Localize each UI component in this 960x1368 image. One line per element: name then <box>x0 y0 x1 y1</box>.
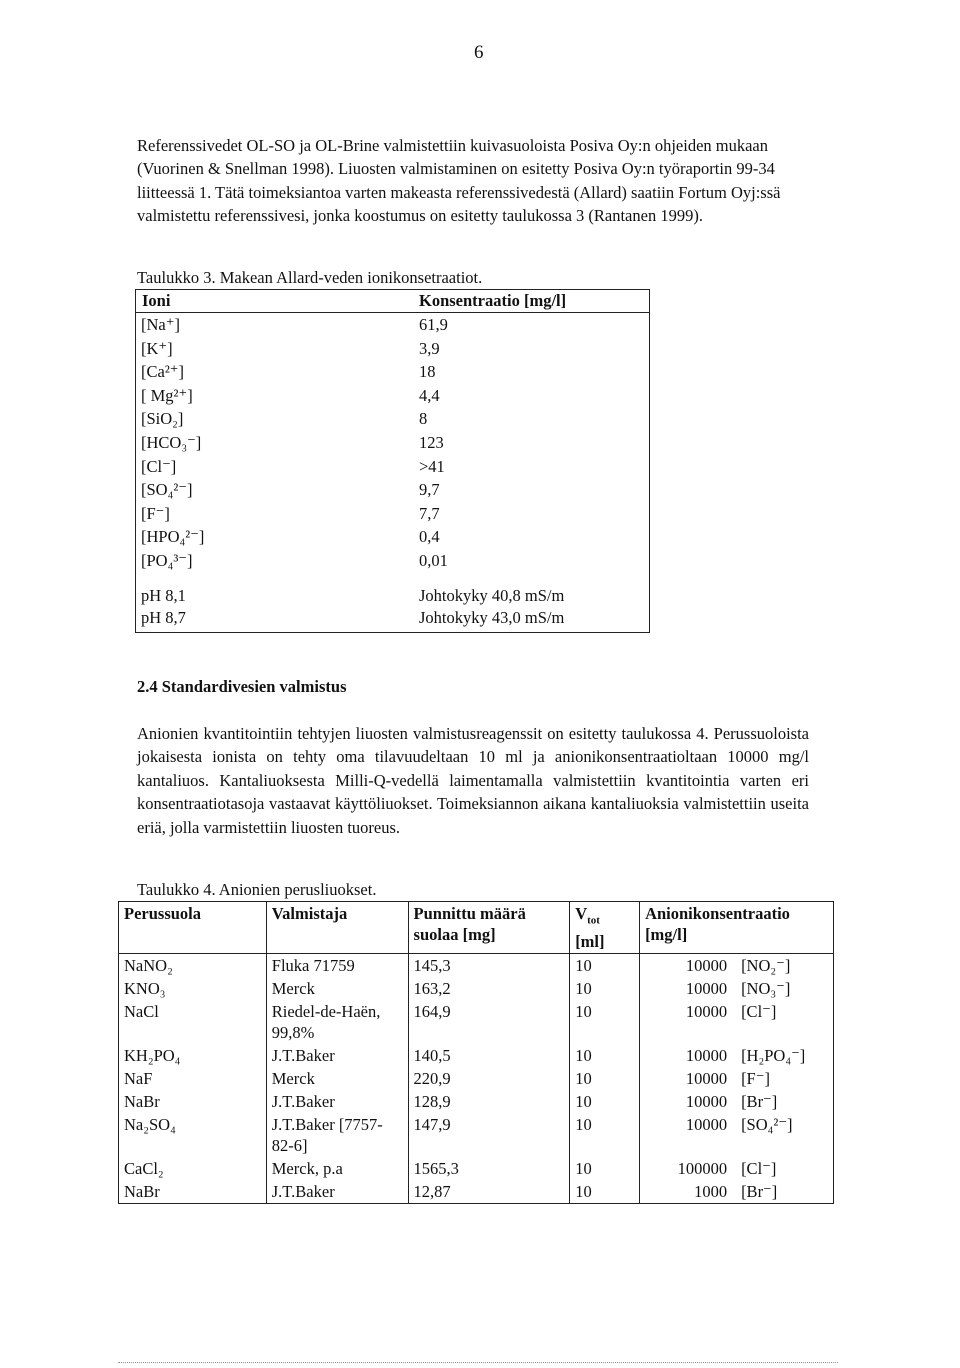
table4-maker: J.T.Baker <box>266 1090 408 1113</box>
table3-header-ion: Ioni <box>142 291 171 310</box>
table4-row <box>119 1044 834 1067</box>
table4-conc-value: 10000 <box>685 979 728 999</box>
table4-conc-ion: [Cl⁻] <box>741 1002 777 1022</box>
table4-row <box>119 1000 834 1044</box>
table4-row <box>119 1090 834 1113</box>
table4-row <box>119 1180 834 1204</box>
table4-maker: Merck, p.a <box>266 1157 408 1180</box>
section-heading: 2.4 Standardivesien valmistus <box>137 677 347 696</box>
table3-value: 7,7 <box>419 503 440 523</box>
table4-volume: 10 <box>570 977 640 1000</box>
table4-mass: 147,9 <box>408 1113 570 1157</box>
table4-salt: NaBr <box>119 1090 267 1113</box>
table4-maker: Merck <box>266 977 408 1000</box>
table4-concentration <box>640 1067 834 1090</box>
table4-conc-ion: [Br⁻] <box>741 1182 778 1202</box>
table4-volume: 10 <box>570 1090 640 1113</box>
table4-conc-ion: [Br⁻] <box>741 1092 778 1112</box>
table4-conc-value: 10000 <box>685 1069 728 1089</box>
table4-salt: NaF <box>119 1067 267 1090</box>
section-paragraph: Anionien kvantitointiin tehtyjen liuosten valmistusreagenssit on esitetty taulukossa 4. Perussuoloista jokaisesta ionista on tehty oma tilavuudeltaan 10 ml ja anionikonsentraatioltaan 10000 mg/l kantaliuos. Kantaliuoksesta Milli-Q-vedellä laimentamalla valmistettiin kvantitointia varten eri konsentraatiotasoja vastaavat käyttöliuokset. Toimeksiannon aikana kantaliuoksia valmistettiin useita eriä, jolla varmistettiin liuosten tuoreus. <box>137 724 809 837</box>
page-number: 6 <box>474 42 484 63</box>
table4-concentration <box>640 954 834 978</box>
table4-volume: 10 <box>570 954 640 978</box>
table3-ion: [SO₄²⁻] <box>141 480 193 500</box>
table4-mass: 164,9 <box>408 1000 570 1044</box>
table4-conc-ion: [Cl⁻] <box>741 1159 777 1179</box>
table4-conc-value: 10000 <box>685 1092 728 1112</box>
table4-maker: Riedel-de-Haën, 99,8% <box>266 1000 408 1044</box>
table3-row <box>136 527 649 550</box>
table3-value: >41 <box>419 456 445 476</box>
table4-maker: J.T.Baker <box>266 1044 408 1067</box>
table3-value: 4,4 <box>419 385 440 405</box>
table4-volume: 10 <box>570 1000 640 1044</box>
table3-row <box>136 551 649 574</box>
table4-header-volume: $V_{tot}$ [ml] <box>570 902 640 954</box>
table4-conc-ion: [NO₃⁻] <box>741 979 791 999</box>
table3-conductivity: Johtokyky 40,8 mS/m <box>419 586 565 605</box>
table4-maker: Merck <box>266 1067 408 1090</box>
table3-ion: [HPO₄²⁻] <box>141 527 205 547</box>
table4-salt: Na₂SO₄ <box>119 1113 267 1157</box>
table3-row <box>136 386 649 409</box>
table3-row <box>136 362 649 385</box>
table4-salt: NaCl <box>119 1000 267 1044</box>
table4-salt: KH₂PO₄ <box>119 1044 267 1067</box>
table3-row <box>136 315 649 338</box>
table4-conc-value: 10000 <box>685 956 728 976</box>
intro-paragraph: Referenssivedet OL-SO ja OL-Brine valmistettiin kuivasuoloista Posiva Oy:n ohjeiden mukaan (Vuorinen & Snellman 1998). Liuosten valmistaminen on esitetty Posiva Oy:n työraportin 99-34 liitteessä 1. Tätä toimeksiantoa varten makeasta referenssivedestä (Allard) saatiin Fortum Oyj:ssä valmistettu referenssivesi, jonka koostumus on esitetty taulukossa 3 (Rantanen 1999). <box>137 136 781 226</box>
table3-row <box>136 457 649 480</box>
table3-row <box>136 339 649 362</box>
table4-concentration <box>640 1180 834 1204</box>
table4-header-maker: Valmistaja <box>266 902 408 954</box>
table4-conc-value: 1000 <box>694 1182 728 1202</box>
table3-caption: Taulukko 3. Makean Allard-veden ionikonsetraatiot. <box>137 268 483 287</box>
table4-conc-ion: [F⁻] <box>741 1069 770 1089</box>
table4-concentration <box>640 977 834 1000</box>
table4-header-row <box>119 902 834 954</box>
table4-header-mass: Punnittu määrä suolaa [mg] <box>408 902 570 954</box>
table4-concentration <box>640 1113 834 1157</box>
table3-value: 0,4 <box>419 527 440 547</box>
table3-ion: [Cl⁻] <box>141 456 177 476</box>
table3-ion: [Na⁺] <box>141 315 180 334</box>
table3-row <box>136 433 649 456</box>
table4-salt: NaNO₂ <box>119 954 267 978</box>
table4-concentration <box>640 1044 834 1067</box>
table4-mass: 145,3 <box>408 954 570 978</box>
table4-volume: 10 <box>570 1044 640 1067</box>
table4-salt: NaBr <box>119 1180 267 1204</box>
table3-ion: [HCO₃⁻] <box>141 433 202 452</box>
table4-mass: 220,9 <box>408 1067 570 1090</box>
table3-footer-row <box>136 608 649 631</box>
footer-divider <box>118 1362 838 1363</box>
table4-conc-value: 10000 <box>685 1002 728 1022</box>
table4-header-salt: Perussuola <box>119 902 267 954</box>
table4-volume: 10 <box>570 1180 640 1204</box>
table3-ion: [Ca²⁺] <box>141 362 184 382</box>
table3-header-concentration: Konsentraatio [mg/l] <box>419 291 567 310</box>
table4-salt: KNO₃ <box>119 977 267 1000</box>
table4-maker: J.T.Baker <box>266 1180 408 1204</box>
table3-row <box>136 504 649 527</box>
table3-footer-row <box>136 586 649 609</box>
table4-mass: 163,2 <box>408 977 570 1000</box>
table4-conc-ion: [H₂PO₄⁻] <box>741 1046 806 1066</box>
table4-conc-ion: [SO₄²⁻] <box>741 1115 793 1135</box>
table4-volume: 10 <box>570 1113 640 1157</box>
table4-row <box>119 1113 834 1157</box>
table4-row <box>119 1157 834 1180</box>
table3-ion: [K⁺] <box>141 338 173 358</box>
table3-value: 18 <box>419 362 436 382</box>
table4-row <box>119 1067 834 1090</box>
table3-value: 123 <box>419 433 444 452</box>
table4-conc-value: 100000 <box>677 1159 728 1179</box>
table3-row <box>136 480 649 503</box>
table4-volume: 10 <box>570 1067 640 1090</box>
table4-header-concentration: Anionikonsentraatio [mg/l] <box>640 902 834 954</box>
table4-mass: 12,87 <box>408 1180 570 1204</box>
table3-ph: pH 8,1 <box>141 586 186 605</box>
table4-conc-value: 10000 <box>685 1046 728 1066</box>
table3-value: 61,9 <box>419 315 448 334</box>
table4-conc-ion: [NO₂⁻] <box>741 956 791 976</box>
table3-ion: [ Mg²⁺] <box>141 385 193 405</box>
table3-value: 3,9 <box>419 338 440 358</box>
table4-concentration <box>640 1000 834 1044</box>
table4-concentration <box>640 1090 834 1113</box>
table4-maker: J.T.Baker [7757-82-6] <box>266 1113 408 1157</box>
table4-conc-value: 10000 <box>685 1115 728 1135</box>
table4-row <box>119 977 834 1000</box>
table3-value: 9,7 <box>419 480 440 500</box>
table4 <box>118 901 834 1204</box>
table4-row <box>119 954 834 978</box>
table4-volume: 10 <box>570 1157 640 1180</box>
table3-ion: [SiO₂] <box>141 409 184 429</box>
table4-maker: Fluka 71759 <box>266 954 408 978</box>
table3-ion: [F⁻] <box>141 503 170 523</box>
table4-salt: CaCl₂ <box>119 1157 267 1180</box>
table4-mass: 1565,3 <box>408 1157 570 1180</box>
table3-value: 0,01 <box>419 551 448 570</box>
table3 <box>135 289 650 633</box>
table4-concentration <box>640 1157 834 1180</box>
table3-value: 8 <box>419 409 428 429</box>
table3-ph: pH 8,7 <box>141 608 186 627</box>
table4-mass: 128,9 <box>408 1090 570 1113</box>
table3-conductivity: Johtokyky 43,0 mS/m <box>419 608 565 627</box>
table3-row <box>136 409 649 432</box>
table3-header <box>136 290 649 313</box>
table4-caption: Taulukko 4. Anionien perusliuokset. <box>137 880 377 899</box>
table3-ion: [PO₄³⁻] <box>141 551 193 570</box>
table4-mass: 140,5 <box>408 1044 570 1067</box>
